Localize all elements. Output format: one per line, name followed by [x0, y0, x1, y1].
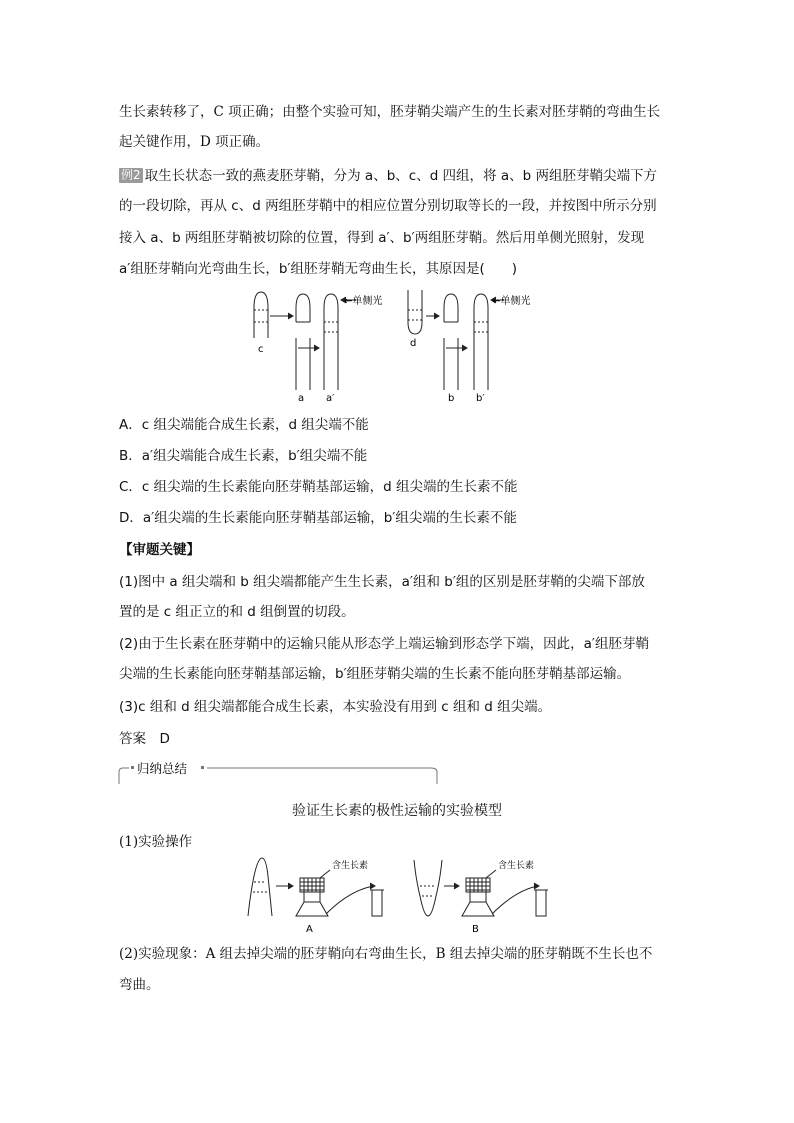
summary-frame	[117, 760, 441, 786]
key-p1-a: (1)图中 a 组尖端和 b 组尖端都能产生生长素，a′组和 b′组的区别是胚芽鞘的尖端下部放	[119, 574, 645, 590]
obs-line-2: 弯曲。	[119, 977, 160, 993]
example-line-3: 接入 a、b 两组胚芽鞘被切除的位置，得到 a′、b′两组胚芽鞘。然后用单侧光照射，发现	[119, 230, 645, 246]
summary-label: 归纳总结	[137, 761, 188, 776]
fig2-label-b-auxin: 含生长素	[498, 861, 535, 871]
label-a: a	[298, 393, 305, 404]
label-a-prime: a′	[326, 393, 335, 404]
key-p2-a: (2)由于生长素在胚芽鞘中的运输只能从形态学上端运输到形态学下端，因此，a′组胚芽鞘	[119, 636, 649, 652]
option-b: B．a′组尖端能合成生长素，b′组尖端不能	[119, 448, 368, 464]
light-label-left: ←单侧光	[344, 296, 383, 307]
experiment-figure-1	[240, 286, 560, 406]
key-p2-b: 尖端的生长素能向胚芽鞘基部运输，b′组胚芽鞘尖端的生长素不能向胚芽鞘基部运输。	[119, 666, 631, 682]
label-b: b	[448, 393, 455, 404]
op-heading: (1)实验操作	[119, 834, 193, 850]
option-a: A．c 组尖端能合成生长素，d 组尖端不能	[119, 417, 369, 433]
prev-line-1: 生长素转移了，C 项正确；由整个实验可知，胚芽鞘尖端产生的生长素对胚芽鞘的弯曲生长	[119, 104, 661, 120]
key-p1-b: 置的是 c 组正立的和 d 组倒置的切段。	[119, 604, 355, 620]
experiment-figure-2	[240, 856, 560, 938]
example-text-1: 取生长状态一致的燕麦胚芽鞘，分为 a、b、c、d 四组，将 a、b 两组胚芽鞘尖端下方	[144, 168, 657, 184]
summary-title: 验证生长素的极性运输的实验模型	[292, 803, 502, 819]
option-d: D．a′组尖端的生长素能向胚芽鞘基部运输，b′组尖端的生长素不能	[119, 510, 517, 526]
answer: 答案 D	[119, 731, 170, 747]
example-line-1	[119, 166, 657, 186]
example-badge: 例2	[121, 168, 141, 182]
option-c: C．c 组尖端的生长素能向胚芽鞘基部运输，d 组尖端的生长素不能	[119, 479, 518, 495]
label-d: d	[410, 338, 417, 349]
fig2-label-a-auxin: 含生长素	[332, 861, 369, 871]
fig2-caption-b: B	[472, 924, 479, 935]
prev-line-2: 起关键作用，D 项正确。	[119, 134, 270, 150]
obs-line-1: (2)实验现象：A 组去掉尖端的胚芽鞘向右弯曲生长，B 组去掉尖端的胚芽鞘既不生长也不	[119, 946, 653, 962]
fig2-caption-a: A	[306, 924, 313, 935]
example-line-2: 的一段切除，再从 c、d 两组胚芽鞘中的相应位置分别切取等长的一段，并按图中所示分别	[119, 198, 657, 214]
label-b-prime: b′	[476, 393, 485, 404]
key-p3: (3)c 组和 d 组尖端都能合成生长素，本实验没有用到 c 组和 d 组尖端。	[119, 699, 552, 715]
light-label-right: ←单侧光	[492, 296, 531, 307]
example-line-4: a′组胚芽鞘向光弯曲生长，b′组胚芽鞘无弯曲生长，其原因是( )	[119, 261, 518, 277]
label-c: c	[258, 344, 264, 355]
key-heading: 【审题关键】	[119, 542, 200, 558]
